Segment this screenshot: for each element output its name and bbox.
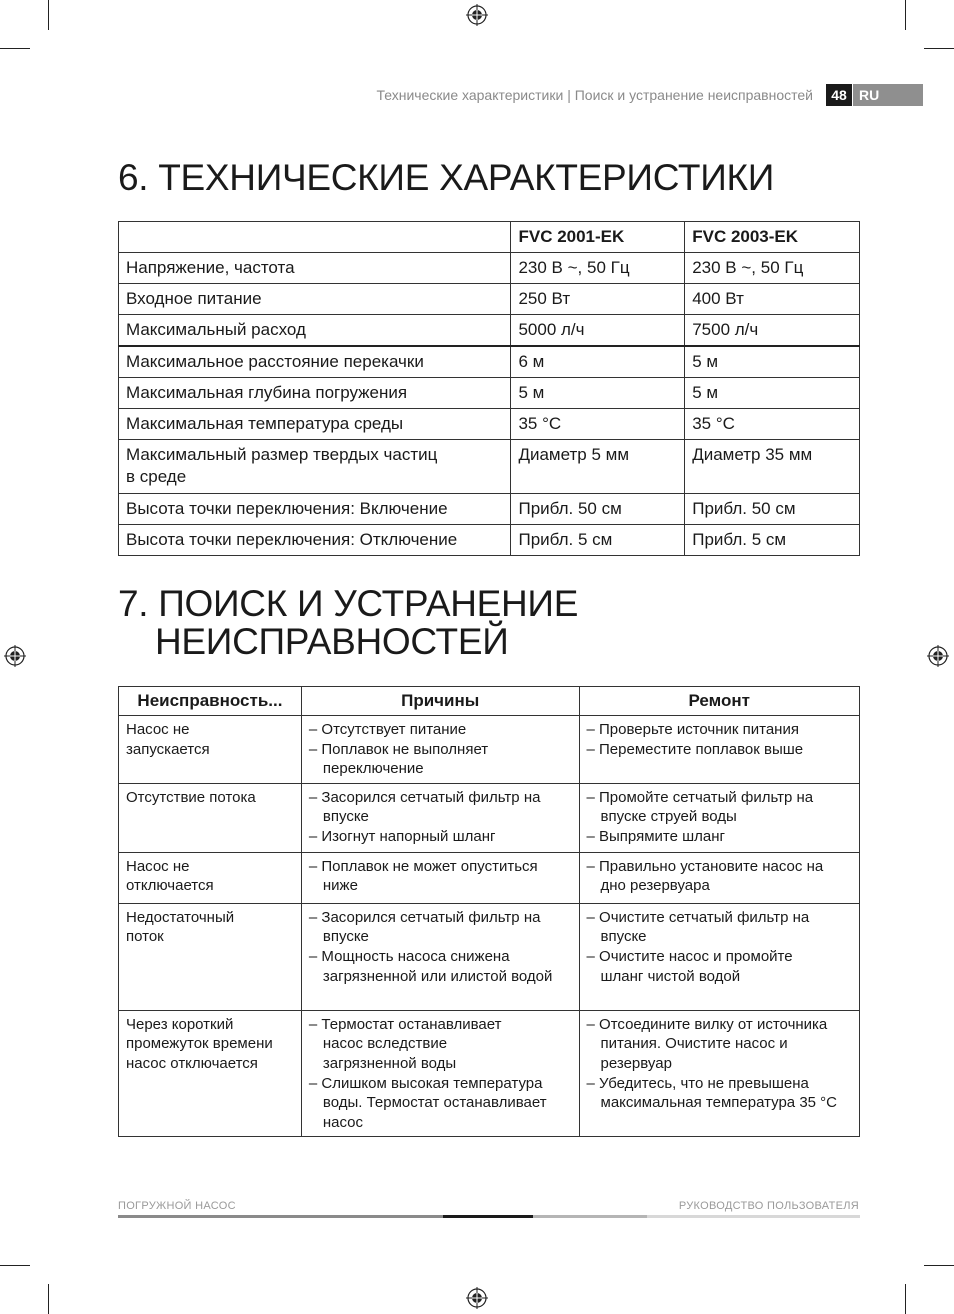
page-number: 48 — [826, 84, 852, 106]
repair-item: – Очистите насос и промойте шланг чистой водой — [586, 947, 793, 985]
footer-bar-segment — [647, 1215, 860, 1218]
causes-cell — [301, 716, 579, 784]
crop-mark — [48, 1284, 49, 1314]
repair-item: – Промойте сетчатый фильтр на впуске струей воды — [586, 788, 814, 826]
spec-value: 35 °C — [511, 409, 685, 440]
spec-value: 5 м — [511, 378, 685, 409]
table-row — [119, 409, 860, 440]
spec-label: Максимальный размер твердых частиц в среде — [119, 440, 511, 494]
table-row — [119, 378, 860, 409]
spec-value: 5 м — [685, 346, 860, 378]
cause-item: – Поплавок не выполняет переключение — [308, 740, 489, 778]
repairs-cell — [579, 903, 859, 1010]
repair-item: – Убедитесь, что не превышена максимальная температура 35 °C — [586, 1074, 837, 1112]
repair-item: – Правильно установите насос на дно резервуара — [586, 857, 824, 895]
spec-label: Высота точки переключения: Включение — [119, 494, 511, 525]
spec-value: Диаметр 5 мм — [511, 440, 685, 494]
column-header: Неисправность... — [119, 687, 302, 716]
running-header: Технические характеристики | Поиск и устранение неисправностей — [376, 87, 813, 103]
fault-cell: Насос не отключается — [119, 852, 302, 903]
spec-value: 7500 л/ч — [685, 315, 860, 347]
repair-item: – Переместите поплавок выше — [586, 740, 804, 758]
column-header: FVC 2003-EK — [685, 222, 860, 253]
footer-left: ПОГРУЖНОЙ НАСОС — [118, 1200, 236, 1212]
cause-item: – Мощность насоса снижена загрязненной или илистой водой — [308, 947, 553, 985]
spec-value: Диаметр 35 мм — [685, 440, 860, 494]
table-row — [119, 716, 860, 784]
spec-value: Прибл. 50 см — [685, 494, 860, 525]
crop-mark — [48, 0, 49, 30]
spec-value: 230 В ~, 50 Гц — [511, 253, 685, 284]
column-header: FVC 2001-EK — [511, 222, 685, 253]
column-header — [119, 222, 511, 253]
registration-mark-icon — [927, 645, 949, 667]
spec-value: Прибл. 5 см — [685, 525, 860, 556]
fault-cell: Через короткий промежуток времени насос отключается — [119, 1010, 302, 1137]
registration-mark-icon — [466, 1287, 488, 1309]
spec-value: Прибл. 50 см — [511, 494, 685, 525]
repair-item: – Выпрямите шланг — [586, 827, 726, 845]
spec-value: 35 °C — [685, 409, 860, 440]
cause-item: – Изогнут напорный шланг — [308, 827, 496, 845]
specifications-table — [118, 221, 860, 556]
table-row — [119, 315, 860, 347]
registration-mark-icon — [4, 645, 26, 667]
table-header-row — [119, 222, 860, 253]
fault-cell: Отсутствие потока — [119, 783, 302, 852]
language-badge: RU — [853, 84, 923, 106]
section-6-title: 6. ТЕХНИЧЕСКИЕ ХАРАКТЕРИСТИКИ — [118, 157, 775, 198]
repairs-cell — [579, 783, 859, 852]
table-row — [119, 346, 860, 378]
spec-value: 400 Вт — [685, 284, 860, 315]
repairs-cell — [579, 1010, 859, 1137]
table-row — [119, 284, 860, 315]
cause-item: – Отсутствует питание — [308, 721, 467, 738]
fault-cell: Насос не запускается — [119, 716, 302, 784]
cause-item: – Засорился сетчатый фильтр на впуске — [308, 788, 541, 826]
column-header: Ремонт — [579, 687, 859, 716]
crop-mark — [924, 48, 954, 49]
crop-mark — [905, 0, 906, 30]
cause-item: – Слишком высокая температура воды. Термостат останавливает насос — [308, 1074, 547, 1131]
spec-value: 5000 л/ч — [511, 315, 685, 347]
table-row — [119, 253, 860, 284]
crop-mark — [0, 1265, 30, 1266]
footer-right: РУКОВОДСТВО ПОЛЬЗОВАТЕЛЯ — [678, 1200, 859, 1212]
repair-item: – Очистите сетчатый фильтр на впуске — [586, 908, 810, 946]
table-row — [119, 494, 860, 525]
fault-cell: Недостаточный поток — [119, 903, 302, 1010]
registration-mark-icon — [466, 4, 488, 26]
repairs-cell — [579, 852, 859, 903]
footer-bar-segment — [533, 1215, 647, 1218]
table-row — [119, 525, 860, 556]
table-row — [119, 903, 860, 1010]
repairs-cell — [579, 716, 859, 784]
troubleshooting-table — [118, 686, 860, 1137]
footer-bar-segment — [443, 1215, 533, 1218]
spec-label: Высота точки переключения: Отключение — [119, 525, 511, 556]
spec-label: Максимальная температура среды — [119, 409, 511, 440]
cause-item: – Термостат останавливает насос вследствие загрязненной воды — [308, 1015, 502, 1072]
crop-mark — [905, 1284, 906, 1314]
cause-item: – Поплавок не может опуститься ниже — [308, 857, 538, 895]
table-row — [119, 1010, 860, 1137]
causes-cell — [301, 1010, 579, 1137]
spec-label: Напряжение, частота — [119, 253, 511, 284]
spec-label: Максимальное расстояние перекачки — [119, 346, 511, 378]
causes-cell — [301, 903, 579, 1010]
repair-item: – Проверьте источник питания — [586, 721, 799, 738]
section-7-title-line2: НЕИСПРАВНОСТЕЙ — [155, 621, 509, 662]
column-header: Причины — [301, 687, 579, 716]
spec-value: 230 В ~, 50 Гц — [685, 253, 860, 284]
spec-label: Максимальная глубина погружения — [119, 378, 511, 409]
causes-cell — [301, 852, 579, 903]
crop-mark — [924, 1265, 954, 1266]
table-header-row — [119, 687, 860, 716]
causes-cell — [301, 783, 579, 852]
section-7-title-line1: 7. ПОИСК И УСТРАНЕНИЕ — [118, 583, 579, 624]
table-row — [119, 440, 860, 494]
crop-mark — [0, 48, 30, 49]
spec-value: 250 Вт — [511, 284, 685, 315]
spec-value: 5 м — [685, 378, 860, 409]
spec-value: Прибл. 5 см — [511, 525, 685, 556]
table-row — [119, 852, 860, 903]
spec-value: 6 м — [511, 346, 685, 378]
table-row — [119, 783, 860, 852]
spec-label: Максимальный расход — [119, 315, 511, 347]
repair-item: – Отсоедините вилку от источника питания. Очистите насос и резервуар — [586, 1015, 828, 1072]
cause-item: – Засорился сетчатый фильтр на впуске — [308, 908, 541, 946]
footer-bar-segment — [118, 1215, 443, 1218]
spec-label: Входное питание — [119, 284, 511, 315]
